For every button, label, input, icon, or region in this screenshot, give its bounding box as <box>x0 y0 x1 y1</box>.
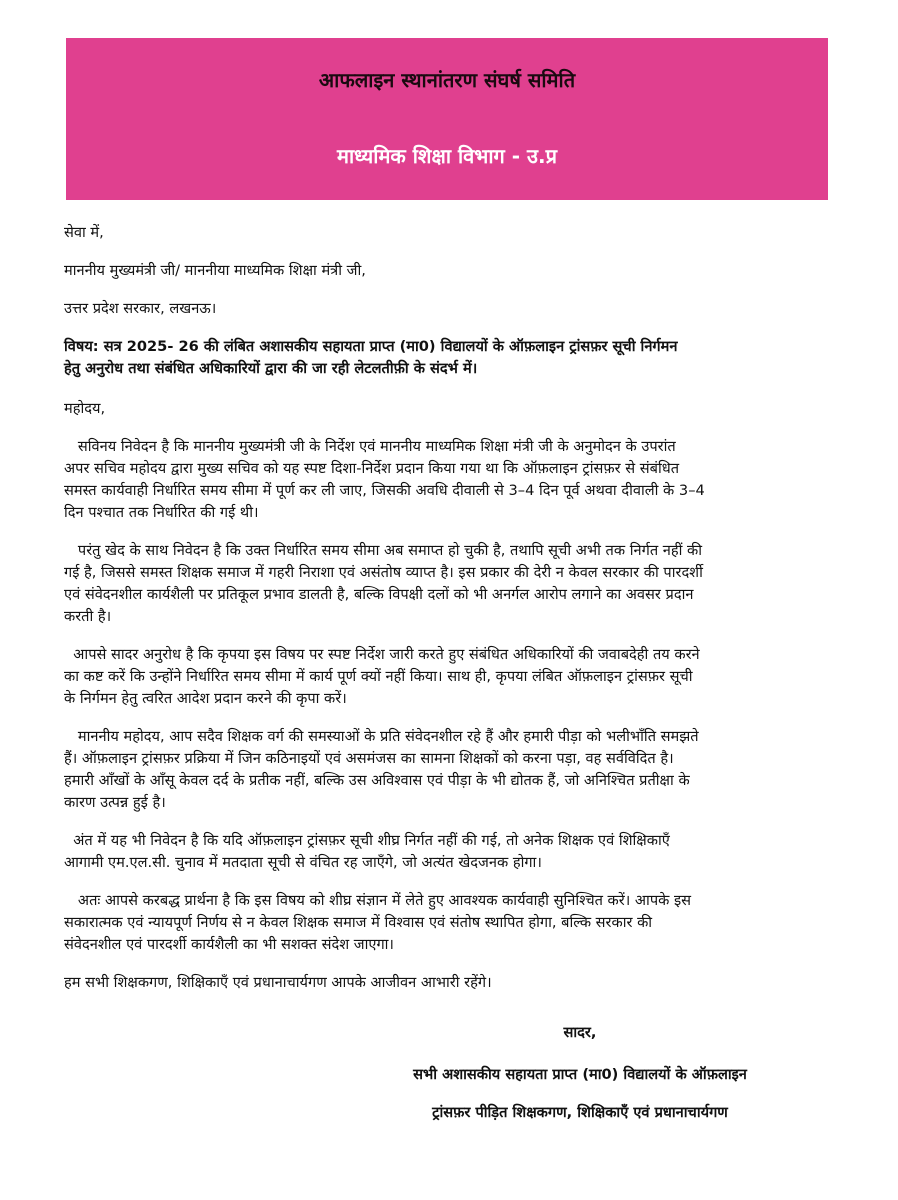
paragraph-line: समस्त कार्यवाही निर्धारित समय सीमा में पूर्ण कर ली जाए, जिसकी अवधि दीवाली से 3–4 दिन पूर्व अथवा दीवाली के 3–4 <box>64 482 705 499</box>
paragraph-4 <box>64 726 834 814</box>
paragraph-line: सकारात्मक एवं न्यायपूर्ण निर्णय से न केवल शिक्षक समाज में विश्वास एवं संतोष स्थापित होगा, बल्कि सरकार की <box>64 914 653 931</box>
paragraph-line: परंतु खेद के साथ निवेदन है कि उक्त निर्धारित समय सीमा अब समाप्त हो चुकी है, तथापि सूची अभी तक निर्गत नहीं की <box>64 542 703 559</box>
paragraph-line: सविनय निवेदन है कि माननीय मुख्यमंत्री जी के निर्देश एवं माननीय माध्यमिक शिक्षा मंत्री जी के अनुमोदन के उपरांत <box>64 438 676 455</box>
paragraph-line: एवं संवेदनशील कार्यशैली पर प्रतिकूल प्रभाव डालती है, बल्कि विपक्षी दलों को भी अनर्गल आरोप लगाने का अवसर प्रदान <box>64 586 694 603</box>
paragraph-6 <box>64 890 834 956</box>
header-title: आफलाइन स्थानांतरण संघर्ष समिति <box>318 68 576 92</box>
header-banner <box>66 38 828 200</box>
paragraph-line: गई है, जिससे समस्त शिक्षक समाज में गहरी निराशा एवं असंतोष व्याप्त है। इस प्रकार की देरी न केवल सरकार की पारदर्शी <box>64 564 703 581</box>
signature-line: ट्रांसफ़र पीड़ित शिक्षकगण, शिक्षिकाएँ एवं प्रधानाचार्यगण <box>432 1104 728 1121</box>
subject-line: विषय: सत्र 2025- 26 की लंबित अशासकीय सहायता प्राप्त (मा0) विद्यालयों के ऑफ़लाइन ट्रांसफ़र सूची निर्गमन <box>64 338 678 355</box>
address: उत्तर प्रदेश सरकार, लखनऊ। <box>64 300 217 317</box>
closing-line: हम सभी शिक्षकगण, शिक्षिकाएँ एवं प्रधानाचार्यगण आपके आजीवन आभारी रहेंगे। <box>64 974 492 991</box>
paragraph-line: दिन पश्चात तक निर्धारित की गई थी। <box>64 504 259 521</box>
paragraph-line: करती है। <box>64 608 112 625</box>
signoff: सादर, <box>563 1024 597 1041</box>
paragraph-line: अपर सचिव महोदय द्वारा मुख्य सचिव को यह स्पष्ट दिशा-निर्देश प्रदान किया गया था कि ऑफ़लाइन ट्रांसफ़र से संबंधित <box>64 460 680 477</box>
paragraph-line: आगामी एम.एल.सी. चुनाव में मतदाता सूची से वंचित रह जाएँगे, जो अत्यंत खेदजनक होगा। <box>64 854 542 871</box>
paragraph-5 <box>64 830 834 874</box>
paragraph-line: हैं। ऑफ़लाइन ट्रांसफ़र प्रक्रिया में जिन कठिनाइयों एवं असमंजस का सामना शिक्षकों को करना पड़ा, वह सर्वविदित है। <box>64 750 674 767</box>
header-subtitle: माध्यमिक शिक्षा विभाग - उ.प्र <box>337 144 557 168</box>
signature-line: सभी अशासकीय सहायता प्राप्त (मा0) विद्यालयों के ऑफ़लाइन <box>413 1066 747 1083</box>
paragraph-line: अंत में यह भी निवेदन है कि यदि ऑफ़लाइन ट्रांसफ़र सूची शीघ्र निर्गत नहीं की गई, तो अनेक शिक्षक एवं शिक्षिकाएँ <box>64 832 670 849</box>
paragraph-2 <box>64 540 834 628</box>
paragraph-line: संवेदनशील एवं पारदर्शी कार्यशैली का भी सशक्त संदेश जाएगा। <box>64 936 394 953</box>
paragraph-line: कारण उत्पन्न हुई है। <box>64 794 166 811</box>
paragraph-line: के निर्गमन हेतु त्वरित आदेश प्रदान करने की कृपा करें। <box>64 690 347 707</box>
paragraph-line: अतः आपसे करबद्ध प्रार्थना है कि इस विषय को शीघ्र संज्ञान में लेते हुए आवश्यक कार्यवाही सुनिश्चित करें। आपके इस <box>64 892 691 909</box>
letter-body <box>64 222 834 994</box>
paragraph-3 <box>64 644 834 710</box>
paragraph-line: आपसे सादर अनुरोध है कि कृपया इस विषय पर स्पष्ट निर्देश जारी करते हुए संबंधित अधिकारियों की जवाबदेही तय करने <box>64 646 700 663</box>
greeting: महोदय, <box>64 400 106 417</box>
paragraph-line: का कष्ट करें कि उन्होंने निर्धारित समय सीमा में कार्य पूर्ण क्यों नहीं किया। साथ ही, कृपया लंबित ऑफ़लाइन ट्रांसफ़र सूची <box>64 668 693 685</box>
addressee: माननीय मुख्यमंत्री जी/ माननीया माध्यमिक शिक्षा मंत्री जी, <box>64 262 366 279</box>
paragraph-1 <box>64 436 834 524</box>
paragraph-line: माननीय महोदय, आप सदैव शिक्षक वर्ग की समस्याओं के प्रति संवेदनशील रहे हैं और हमारी पीड़ा को भलीभाँति समझते <box>64 728 699 745</box>
salutation: सेवा में, <box>64 224 104 241</box>
subject-line: हेतु अनुरोध तथा संबंधित अधिकारियों द्वारा की जा रही लेटलतीफ़ी के संदर्भ में। <box>64 360 478 377</box>
paragraph-line: हमारी आँखों के आँसू केवल दर्द के प्रतीक नहीं, बल्कि उस अविश्वास एवं पीड़ा के भी द्योतक हैं, जो अनिश्चित प्रतीक्षा के <box>64 772 690 789</box>
subject <box>64 336 834 380</box>
